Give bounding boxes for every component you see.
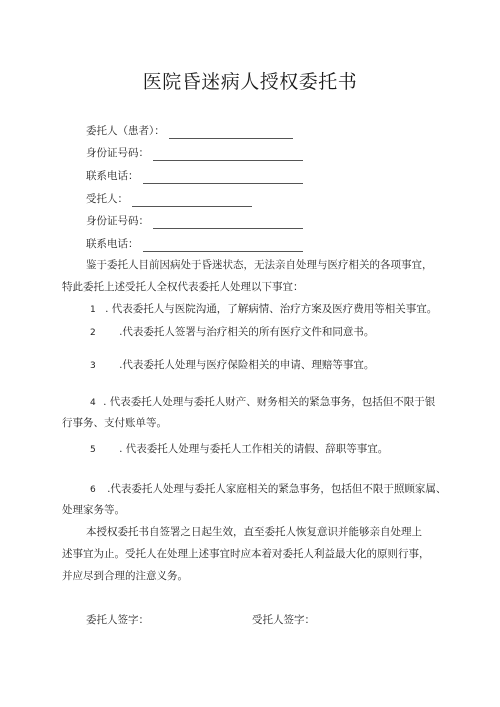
- list-item-text: .代表委托人签署与治疗相关的所有医疗文件和同意书。: [119, 326, 375, 338]
- list-item-2: [90, 321, 374, 344]
- list-item-number: 5: [90, 445, 96, 455]
- list-item-6-continued: 处理家务等。: [62, 504, 125, 516]
- closing-line-3: 并应尽到合理的注意义务。: [62, 570, 188, 582]
- client-name-field: [86, 123, 293, 139]
- list-item-4: [90, 391, 435, 414]
- document-title: 医院昏迷病人授权委托书: [142, 71, 358, 93]
- agent-name-blank[interactable]: [132, 194, 252, 207]
- list-item-text: . 代表委托人处理与委托人工作相关的请假、辞职等事宜。: [119, 443, 389, 455]
- list-item-5: [90, 438, 388, 461]
- list-item-number: 4: [90, 398, 96, 408]
- list-item-1: [90, 298, 437, 321]
- agent-id-field: [86, 213, 303, 229]
- list-item-4-continued: 行事务、支付账单等。: [62, 417, 167, 429]
- agent-phone-blank[interactable]: [143, 239, 303, 252]
- list-item-3: [90, 354, 374, 377]
- list-item-text: .代表委托人处理与医疗保险相关的申请、理赔等事宜。: [119, 359, 375, 371]
- list-item-text: . 代表委托人与医院沟通，了解病情、治疗方案及医疗费用等相关事宜。: [105, 303, 438, 315]
- list-item-number: 6: [90, 485, 96, 495]
- list-item-text: .代表委托人处理与委托人家庭相关的紧急事务，包括但不限于照顾家属、: [107, 483, 447, 495]
- agent-phone-field: [86, 236, 303, 252]
- client-signature-label: 委托人签字：: [86, 614, 149, 626]
- closing-line-1: 本授权委托书自签署之日起生效，直至委托人恢复意识并能够亲自处理上: [86, 526, 422, 538]
- list-item-number: 1: [90, 305, 96, 315]
- closing-line-2: 述事宜为止。受托人在处理上述事宜时应本着对委托人利益最大化的原则行事，: [62, 548, 430, 560]
- agent-id-blank[interactable]: [153, 216, 303, 229]
- list-item-number: 3: [90, 361, 96, 371]
- client-phone-blank[interactable]: [143, 171, 303, 184]
- client-phone-field: [86, 168, 303, 184]
- client-id-label: 身份证号码：: [86, 147, 149, 159]
- intro-line-2: 特此委托上述受托人全权代表委托人处理以下事宜：: [62, 281, 304, 293]
- list-item-6: [90, 478, 446, 501]
- client-id-blank[interactable]: [153, 148, 303, 161]
- intro-line-1: 鉴于委托人目前因病处于昏迷状态，无法亲自处理与医疗相关的各项事宜，: [86, 259, 433, 271]
- agent-phone-label: 联系电话：: [86, 238, 139, 250]
- agent-id-label: 身份证号码：: [86, 215, 149, 227]
- client-phone-label: 联系电话：: [86, 170, 139, 182]
- client-name-label: 委托人（患者）：: [86, 125, 165, 137]
- list-item-number: 2: [90, 328, 96, 338]
- agent-name-field: [86, 191, 252, 207]
- agent-name-label: 受托人：: [86, 193, 128, 205]
- list-item-text: . 代表委托人处理与委托人财产、财务相关的紧急事务，包括但不限于银: [103, 396, 436, 408]
- client-name-blank[interactable]: [169, 126, 293, 139]
- client-id-field: [86, 145, 303, 161]
- agent-signature-label: 受托人签字：: [252, 614, 315, 626]
